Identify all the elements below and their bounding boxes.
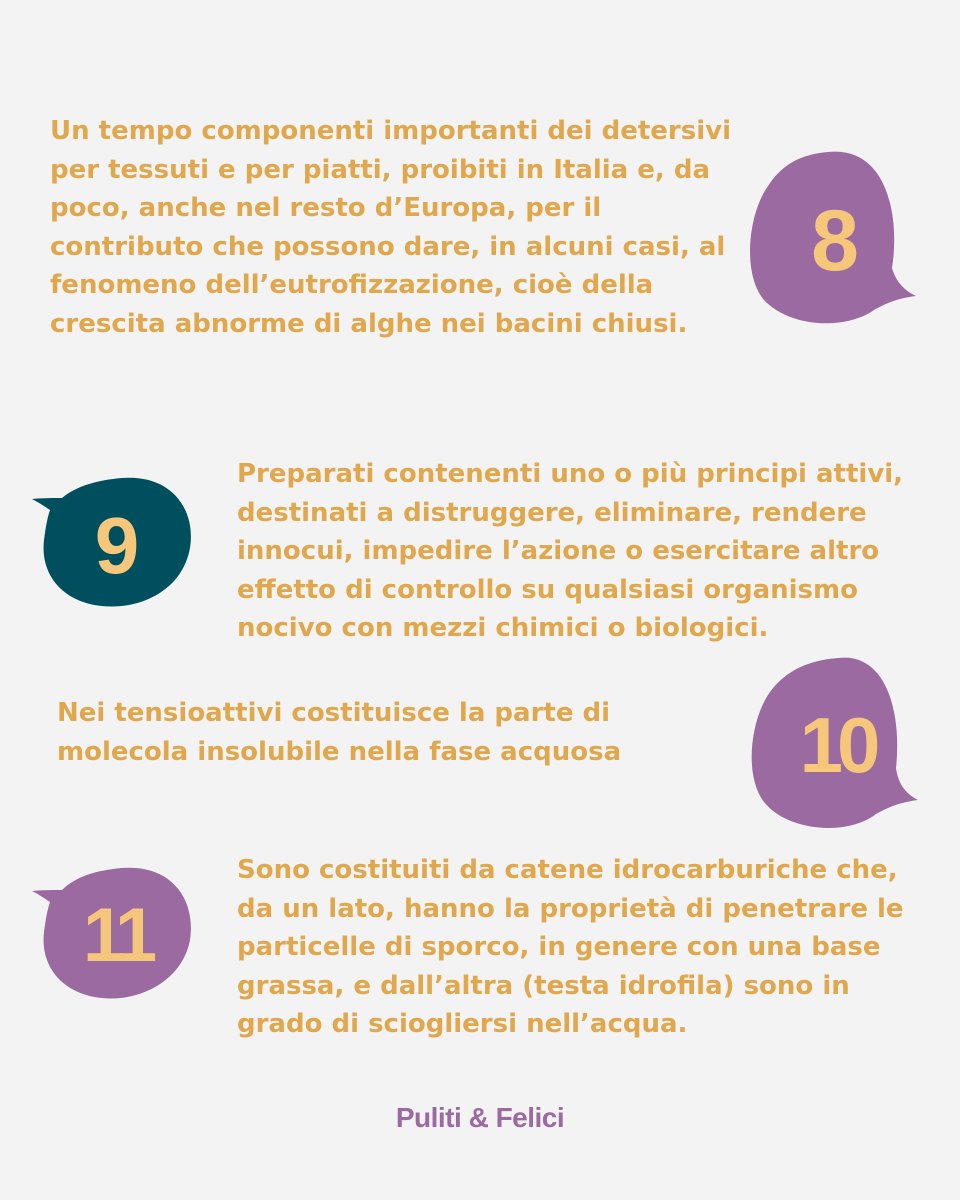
clue-8-bubble — [750, 150, 920, 330]
clue-8-text: Un tempo componenti importanti dei detersivi per tessuti e per piatti, proibiti in Italia e, da poco, anche nel resto d’Europa, per il contributo che possono dare, in alcuni casi, al fenomeno dell’eutrofizzazione, cioè della crescita abnorme di alghe nei bacini chiusi. — [50, 116, 732, 339]
clue-11-number: 11 — [82, 893, 152, 978]
clue-9-bubble — [32, 476, 194, 610]
clue-9-text: Preparati contenenti uno o più principi attivi, destinati a distruggere, eliminare, rendere innocui, impedire l’azione o esercitare altro effetto di controllo su qualsiasi organismo nocivo con mezzi chimici o biologici. — [237, 459, 904, 643]
clue-9-number: 9 — [94, 501, 140, 590]
clue-11-bubble — [32, 866, 194, 1002]
clue-10-bubble — [752, 656, 922, 832]
clue-10-number: 10 — [799, 701, 875, 789]
brand-logo: Puliti & Felici — [395, 1102, 565, 1133]
clue-11-text: Sono costituiti da catene idrocarburiche che, da un lato, hanno la proprietà di penetrare le particelle di sporco, in genere con una base grassa, e dall’altra (testa idrofila) sono in grado di sciogliersi nell’acqua. — [237, 855, 904, 1039]
clue-10-text: Nei tensioattivi costituisce la parte di molecola insolubile nella fase acquosa — [57, 698, 622, 767]
clue-8-number: 8 — [811, 193, 859, 289]
